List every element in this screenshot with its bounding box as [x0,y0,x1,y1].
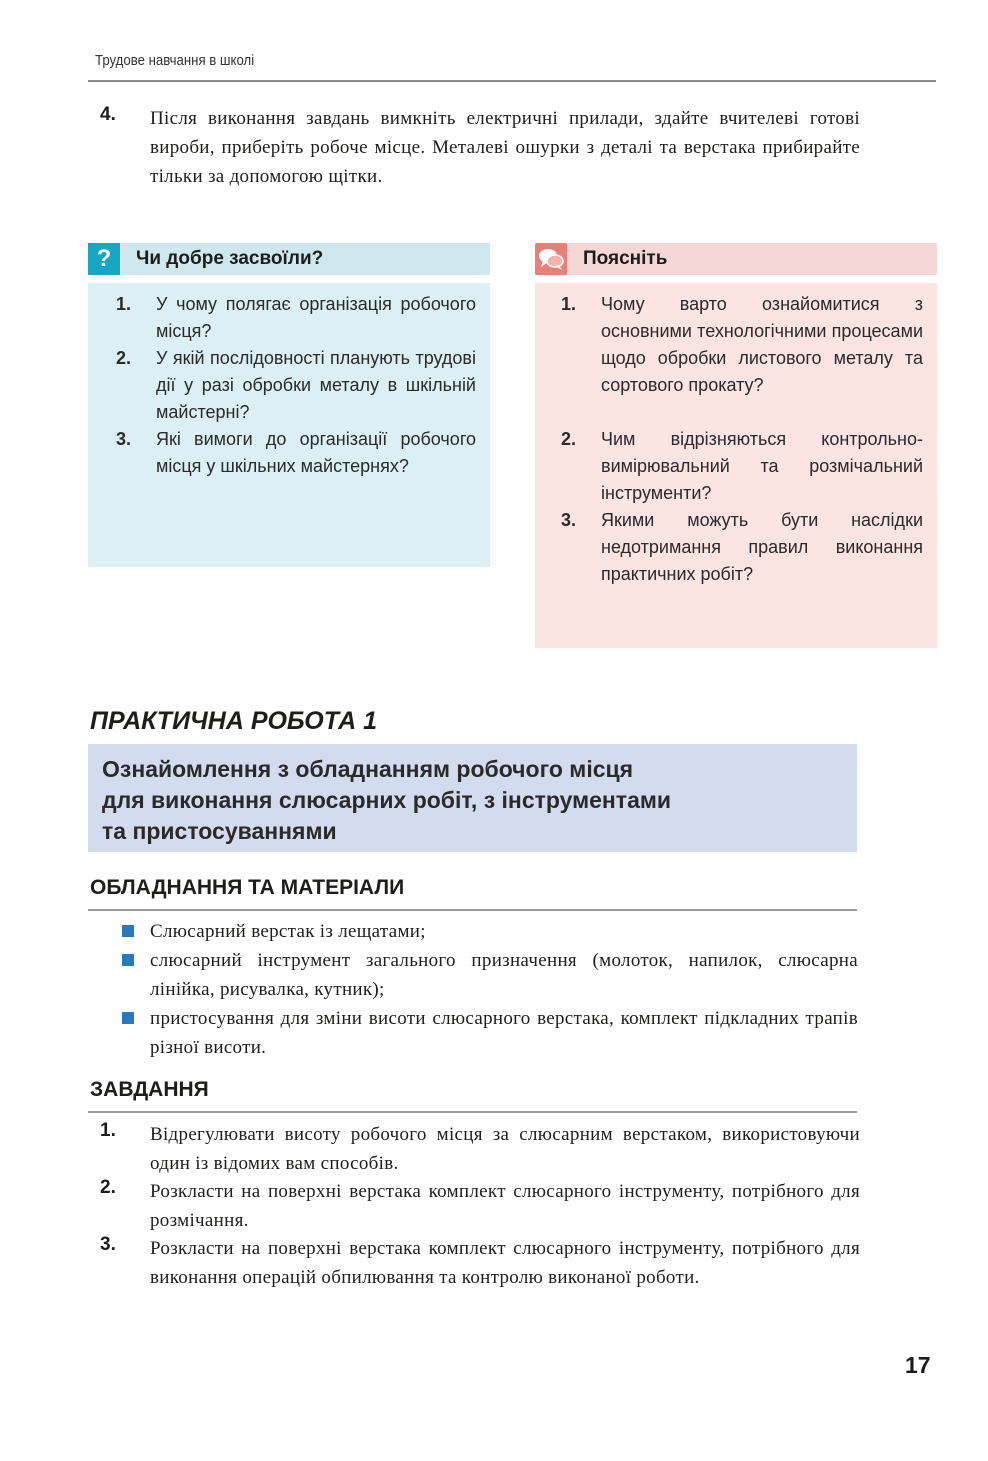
bullet-square [122,1012,134,1024]
question-number: 3. [561,510,577,530]
task-text: Розкласти на поверхні верстака комплект слюсарного інструменту, потрібного для виконання операцій обпилювання та контролю виконаної роботи. [150,1238,860,1288]
practical-work-title: ПРАКТИЧНА РОБОТА 1 [90,707,377,735]
review-box-header [88,243,490,275]
question-number: 2. [561,429,577,449]
explain-box-header [535,243,937,275]
explain-box-title: Поясніть [583,248,668,269]
equipment-item [122,917,858,946]
equipment-text: пристосування для зміни висоти слюсарного верстака, комплект підкладних трапів різної висоти. [150,1008,858,1058]
header-rule [88,80,936,82]
question-text: Які вимоги до організації робочого місця у шкільних майстернях? [156,429,476,476]
explain-question [561,507,923,588]
question-text: У якій послідовності планують трудові дії у разі обробки металу в шкільній майстерні? [156,348,476,422]
topic-line: та пристосуваннями [102,818,337,844]
question-icon: ? [88,243,120,275]
scalloped-edge [535,642,937,654]
section-rule [88,1111,857,1113]
section-rule [88,909,857,911]
bullet-square [122,925,134,937]
speech-bubbles-icon [535,243,567,275]
task-text: Відрегулювати висоту робочого місця за слюсарним верстаком, використовуючи один із відомих вам способів. [150,1124,860,1174]
running-header: Трудове навчання в школі [95,52,255,69]
review-box-title: Чи добре засвоїли? [136,248,324,269]
equipment-text: слюсарний інструмент загального призначення (молоток, напилок, слюсарна лінійка, рисувалка, кутник); [150,950,858,1000]
question-text: Якими можуть бути наслідки недотримання правил виконання практичних робіт? [601,510,923,584]
topic-line: Ознайомлення з обладнанням робочого місця [102,756,634,782]
review-question [116,345,476,426]
question-number: 1. [561,294,577,314]
equipment-text: Слюсарний верстак із лещатами; [150,921,426,942]
equipment-item [122,946,858,1004]
scalloped-edge [88,561,490,573]
question-text: У чому полягає організація робочого місця? [156,294,476,341]
practical-work-topic [88,744,857,852]
question-number: 1. [116,294,132,314]
equipment-heading: ОБЛАДНАННЯ ТА МАТЕРІАЛИ [90,876,405,899]
explain-question [561,291,923,399]
item-number: 4. [100,104,116,125]
explain-question [561,426,923,507]
task-item [100,1234,860,1292]
task-number: 3. [100,1234,116,1255]
question-number: 3. [116,429,132,449]
question-number: 2. [116,348,132,368]
task-number: 2. [100,1177,116,1198]
task-text: Розкласти на поверхні верстака комплект слюсарного інструменту, потрібного для розмічання. [150,1181,860,1231]
task-item [100,1120,860,1178]
tasks-heading: ЗАВДАННЯ [90,1078,209,1101]
review-question [116,291,476,345]
question-text: Чим відрізняються контрольно-вимірювальний та розмічальний інструменти? [601,429,923,503]
question-text: Чому варто ознайомитися з основними технологічними процесами щодо обробки листового металу та сортового прокату? [601,294,923,395]
bullet-square [122,954,134,966]
review-box-body [88,283,490,567]
explain-box-body [535,283,937,648]
intro-list-item [100,104,860,191]
task-item [100,1177,860,1235]
review-question [116,426,476,480]
equipment-item [122,1004,858,1062]
page-number: 17 [905,1352,931,1378]
topic-line: для виконання слюсарних робіт, з інструментами [102,787,672,813]
task-number: 1. [100,1120,116,1141]
item-text: Після виконання завдань вимкніть електричні прилади, здайте вчителеві готові вироби, приберіть робоче місце. Металеві ошурки з деталі та верстака прибирайте тільки за допомогою щітки. [150,108,860,187]
